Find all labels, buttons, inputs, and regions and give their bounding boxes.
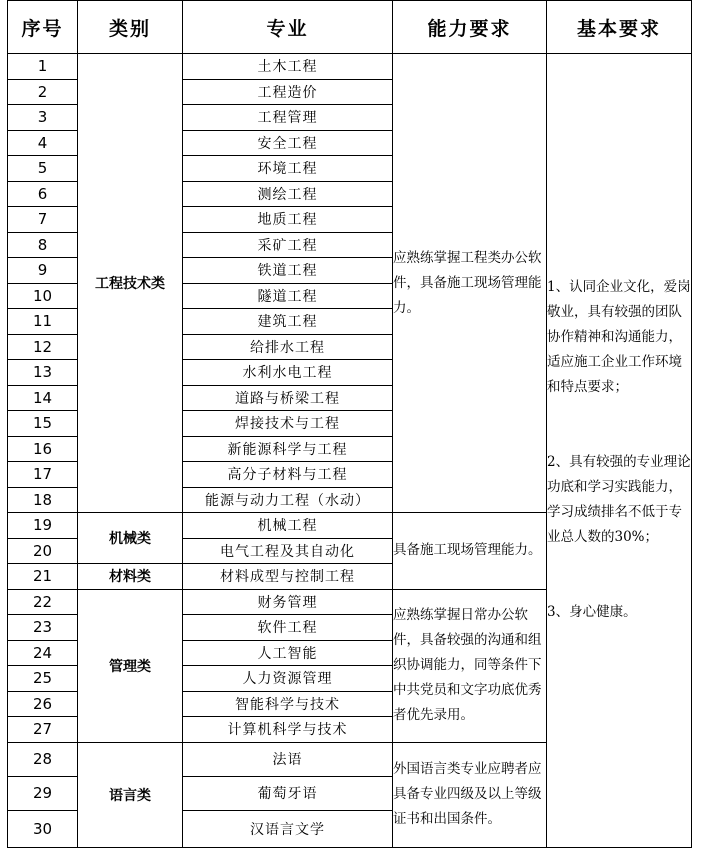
row-number: 24	[8, 640, 78, 666]
category-materials: 材料类	[78, 564, 183, 590]
major-cell: 工程管理	[183, 105, 393, 131]
major-cell: 汉语言文学	[183, 810, 393, 847]
row-number: 12	[8, 334, 78, 360]
row-number: 9	[8, 258, 78, 284]
major-cell: 水利水电工程	[183, 360, 393, 386]
major-cell: 安全工程	[183, 130, 393, 156]
category-language: 语言类	[78, 742, 183, 847]
row-number: 16	[8, 436, 78, 462]
row-number: 10	[8, 283, 78, 309]
row-number: 21	[8, 564, 78, 590]
row-number: 2	[8, 79, 78, 105]
major-cell: 给排水工程	[183, 334, 393, 360]
row-number: 8	[8, 232, 78, 258]
header-seq: 序号	[8, 1, 78, 54]
major-cell: 材料成型与控制工程	[183, 564, 393, 590]
major-cell: 采矿工程	[183, 232, 393, 258]
requirements-table	[7, 0, 692, 848]
table-row	[8, 54, 692, 80]
major-cell: 软件工程	[183, 615, 393, 641]
major-cell: 财务管理	[183, 589, 393, 615]
row-number: 15	[8, 411, 78, 437]
basic-requirements	[547, 54, 692, 848]
category-mechanical: 机械类	[78, 513, 183, 564]
row-number: 4	[8, 130, 78, 156]
row-number: 20	[8, 538, 78, 564]
major-cell: 建筑工程	[183, 309, 393, 335]
category-management: 管理类	[78, 589, 183, 742]
major-cell: 机械工程	[183, 513, 393, 539]
row-number: 18	[8, 487, 78, 513]
row-number: 27	[8, 717, 78, 743]
row-number: 29	[8, 776, 78, 810]
row-number: 19	[8, 513, 78, 539]
major-cell: 人工智能	[183, 640, 393, 666]
major-cell: 能源与动力工程（水动）	[183, 487, 393, 513]
major-cell: 隧道工程	[183, 283, 393, 309]
major-cell: 地质工程	[183, 207, 393, 233]
row-number: 26	[8, 691, 78, 717]
header-basic: 基本要求	[547, 1, 692, 54]
major-cell: 智能科学与技术	[183, 691, 393, 717]
row-number: 1	[8, 54, 78, 80]
major-cell: 土木工程	[183, 54, 393, 80]
basic-item-2: 2、具有较强的专业理论功底和学习实践能力，学习成绩排名不低于专业总人数的30%；	[547, 454, 691, 546]
row-number: 25	[8, 666, 78, 692]
ability-management: 应熟练掌握日常办公软件，具备较强的沟通和组织协调能力，同等条件下中共党员和文字功底优秀者优先录用。	[393, 589, 547, 742]
header-row	[8, 1, 692, 54]
category-engineering: 工程技术类	[78, 54, 183, 513]
row-number: 14	[8, 385, 78, 411]
major-cell: 新能源科学与工程	[183, 436, 393, 462]
major-cell: 法语	[183, 742, 393, 776]
major-cell: 电气工程及其自动化	[183, 538, 393, 564]
major-cell: 葡萄牙语	[183, 776, 393, 810]
major-cell: 人力资源管理	[183, 666, 393, 692]
ability-engineering: 应熟练掌握工程类办公软件，具备施工现场管理能力。	[393, 54, 547, 513]
row-number: 3	[8, 105, 78, 131]
row-number: 30	[8, 810, 78, 847]
row-number: 28	[8, 742, 78, 776]
row-number: 5	[8, 156, 78, 182]
header-major: 专业	[183, 1, 393, 54]
major-cell: 焊接技术与工程	[183, 411, 393, 437]
major-cell: 工程造价	[183, 79, 393, 105]
row-number: 17	[8, 462, 78, 488]
row-number: 23	[8, 615, 78, 641]
major-cell: 环境工程	[183, 156, 393, 182]
header-ability: 能力要求	[393, 1, 547, 54]
ability-language: 外国语言类专业应聘者应具备专业四级及以上等级证书和出国条件。	[393, 742, 547, 847]
major-cell: 铁道工程	[183, 258, 393, 284]
major-cell: 测绘工程	[183, 181, 393, 207]
basic-item-1: 1、认同企业文化，爱岗敬业，具有较强的团队协作精神和沟通能力，适应施工企业工作环境和特点要求；	[547, 279, 691, 396]
header-category: 类别	[78, 1, 183, 54]
basic-item-3: 3、身心健康。	[547, 604, 637, 621]
row-number: 22	[8, 589, 78, 615]
major-cell: 道路与桥梁工程	[183, 385, 393, 411]
ability-mechanical-materials: 具备施工现场管理能力。	[393, 513, 547, 590]
major-cell: 高分子材料与工程	[183, 462, 393, 488]
row-number: 7	[8, 207, 78, 233]
row-number: 6	[8, 181, 78, 207]
row-number: 13	[8, 360, 78, 386]
row-number: 11	[8, 309, 78, 335]
major-cell: 计算机科学与技术	[183, 717, 393, 743]
